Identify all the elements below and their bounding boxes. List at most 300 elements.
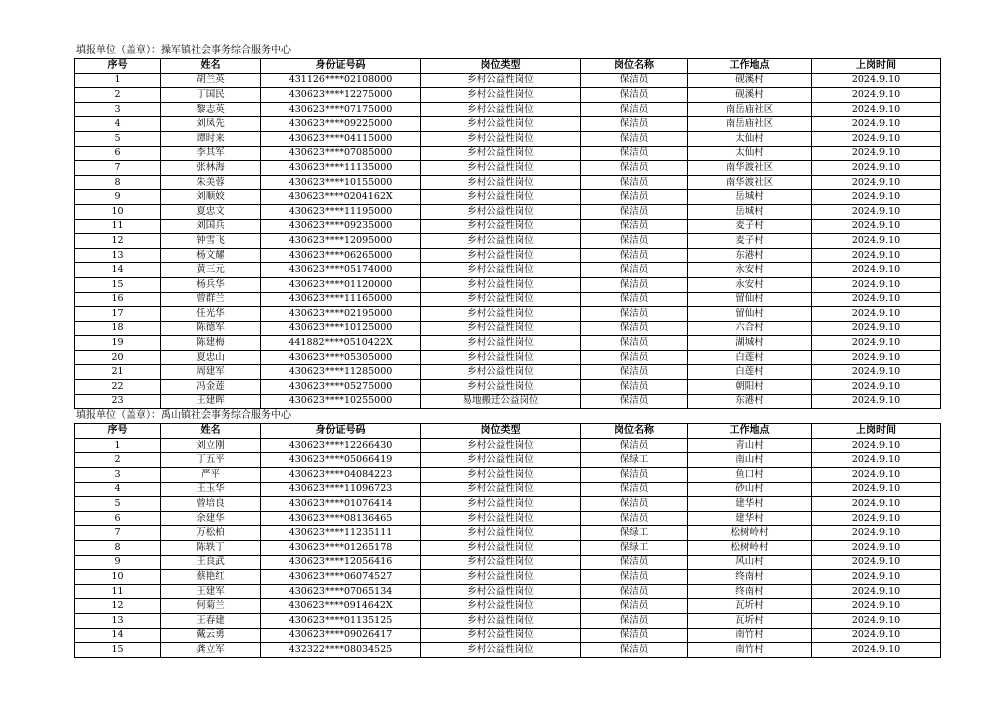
header-work-location: 工作地点 [688,424,812,439]
cell-name: 钟雪飞 [161,234,261,249]
cell-post-name: 保洁员 [581,102,688,117]
cell-post-name: 保洁员 [581,599,688,614]
cell-index: 9 [75,555,161,570]
cell-id-number: 430623****05275000 [261,380,421,395]
cell-work-location: 白莲村 [688,350,812,365]
cell-index: 16 [75,292,161,307]
cell-work-location: 砚溪村 [688,88,812,103]
cell-work-location: 建华村 [688,497,812,512]
cell-id-number: 430623****08136465 [261,511,421,526]
cell-post-name: 保绿工 [581,453,688,468]
table-row [75,497,941,512]
cell-name: 蔡艳红 [161,570,261,585]
cell-index: 17 [75,307,161,322]
cell-index: 12 [75,599,161,614]
cell-start-date: 2024.9.10 [812,438,941,453]
cell-post-type: 乡村公益性岗位 [421,204,581,219]
cell-start-date: 2024.9.10 [812,453,941,468]
header-work-location: 工作地点 [688,59,812,74]
cell-name: 杨文耀 [161,248,261,263]
cell-index: 4 [75,117,161,132]
header-post-name: 岗位名称 [581,424,688,439]
cell-post-name: 保洁员 [581,117,688,132]
cell-post-type: 乡村公益性岗位 [421,73,581,88]
cell-start-date: 2024.9.10 [812,248,941,263]
cell-start-date: 2024.9.10 [812,584,941,599]
table-row [75,613,941,628]
header-name: 姓名 [161,59,261,74]
table-row [75,248,941,263]
cell-index: 2 [75,88,161,103]
table-row [75,482,941,497]
table-row [75,73,941,88]
cell-post-name: 保洁员 [581,438,688,453]
cell-post-name: 保洁员 [581,336,688,351]
cell-work-location: 东港村 [688,248,812,263]
cell-name: 何菊兰 [161,599,261,614]
cell-work-location: 留仙村 [688,307,812,322]
cell-post-name: 保洁员 [581,482,688,497]
table-row [75,219,941,234]
cell-name: 丁国民 [161,88,261,103]
cell-id-number: 430623****12095000 [261,234,421,249]
table-row [75,204,941,219]
cell-start-date: 2024.9.10 [812,161,941,176]
cell-start-date: 2024.9.10 [812,599,941,614]
table-row [75,292,941,307]
cell-id-number: 430623****11195000 [261,204,421,219]
table-row [75,263,941,278]
cell-start-date: 2024.9.10 [812,175,941,190]
cell-post-type: 乡村公益性岗位 [421,365,581,380]
section-1-table [74,58,941,409]
cell-work-location: 岳城村 [688,204,812,219]
header-post-type: 岗位类型 [421,424,581,439]
section-2-unit-label: 填报单位（盖章）：禹山镇社会事务综合服务中心 [76,410,291,422]
cell-post-type: 乡村公益性岗位 [421,541,581,556]
cell-id-number: 430623****01120000 [261,277,421,292]
cell-index: 1 [75,73,161,88]
cell-work-location: 六合村 [688,321,812,336]
cell-work-location: 永安村 [688,277,812,292]
cell-name: 刘凤先 [161,117,261,132]
cell-start-date: 2024.9.10 [812,73,941,88]
cell-start-date: 2024.9.10 [812,613,941,628]
cell-name: 张林海 [161,161,261,176]
cell-id-number: 430623****11235111 [261,526,421,541]
cell-id-number: 431126****02108000 [261,73,421,88]
cell-name: 夏忠山 [161,350,261,365]
cell-post-name: 保洁员 [581,555,688,570]
table-row [75,190,941,205]
cell-work-location: 松树岭村 [688,541,812,556]
cell-id-number: 430623****11135000 [261,161,421,176]
cell-index: 2 [75,453,161,468]
cell-work-location: 终南村 [688,584,812,599]
cell-index: 21 [75,365,161,380]
cell-start-date: 2024.9.10 [812,234,941,249]
table-row [75,175,941,190]
header-post-name: 岗位名称 [581,59,688,74]
cell-index: 4 [75,482,161,497]
table-row [75,468,941,483]
cell-work-location: 风山村 [688,555,812,570]
cell-index: 11 [75,584,161,599]
cell-name: 黄三元 [161,263,261,278]
cell-id-number: 430623****10155000 [261,175,421,190]
cell-post-name: 保洁员 [581,497,688,512]
cell-index: 3 [75,102,161,117]
cell-index: 15 [75,643,161,658]
cell-work-location: 南山村 [688,453,812,468]
cell-post-type: 乡村公益性岗位 [421,526,581,541]
cell-name: 刘顺姣 [161,190,261,205]
cell-post-name: 保洁员 [581,307,688,322]
cell-post-type: 乡村公益性岗位 [421,584,581,599]
cell-start-date: 2024.9.10 [812,321,941,336]
cell-start-date: 2024.9.10 [812,336,941,351]
cell-post-name: 保洁员 [581,380,688,395]
cell-index: 12 [75,234,161,249]
cell-work-location: 南华渡社区 [688,161,812,176]
cell-work-location: 朝阳村 [688,380,812,395]
cell-index: 23 [75,394,161,409]
cell-index: 3 [75,468,161,483]
table-row [75,643,941,658]
cell-name: 陈德军 [161,321,261,336]
cell-index: 7 [75,161,161,176]
cell-work-location: 太仙村 [688,131,812,146]
cell-work-location: 砂山村 [688,482,812,497]
cell-name: 冯金莲 [161,380,261,395]
cell-start-date: 2024.9.10 [812,102,941,117]
cell-index: 10 [75,570,161,585]
cell-id-number: 430623****05305000 [261,350,421,365]
cell-post-name: 保洁员 [581,350,688,365]
table-row [75,350,941,365]
cell-post-type: 乡村公益性岗位 [421,628,581,643]
table-row [75,102,941,117]
cell-start-date: 2024.9.10 [812,570,941,585]
cell-name: 万松柏 [161,526,261,541]
cell-name: 刘国兵 [161,219,261,234]
cell-id-number: 430623****07085000 [261,146,421,161]
table-row [75,394,941,409]
cell-id-number: 430623****11165000 [261,292,421,307]
table-row [75,555,941,570]
cell-id-number: 430623****01135125 [261,613,421,628]
header-id-number: 身份证号码 [261,424,421,439]
cell-post-type: 乡村公益性岗位 [421,453,581,468]
cell-name: 曾群兰 [161,292,261,307]
cell-index: 14 [75,263,161,278]
cell-work-location: 湖城村 [688,336,812,351]
cell-id-number: 430623****11285000 [261,365,421,380]
table-row [75,541,941,556]
table-row [75,161,941,176]
cell-post-name: 保洁员 [581,219,688,234]
cell-post-name: 保洁员 [581,175,688,190]
table-row [75,234,941,249]
table-row [75,336,941,351]
cell-post-type: 乡村公益性岗位 [421,263,581,278]
cell-post-name: 保洁员 [581,468,688,483]
cell-post-type: 乡村公益性岗位 [421,248,581,263]
cell-start-date: 2024.9.10 [812,117,941,132]
table-row [75,599,941,614]
cell-post-type: 乡村公益性岗位 [421,482,581,497]
cell-post-name: 保洁员 [581,321,688,336]
header-post-type: 岗位类型 [421,59,581,74]
cell-work-location: 南岳庙社区 [688,117,812,132]
spreadsheet-sheet [74,44,940,658]
cell-post-type: 乡村公益性岗位 [421,643,581,658]
cell-post-type: 乡村公益性岗位 [421,146,581,161]
cell-post-type: 乡村公益性岗位 [421,555,581,570]
cell-post-name: 保洁员 [581,584,688,599]
table-row [75,117,941,132]
cell-post-name: 保洁员 [581,131,688,146]
cell-post-type: 乡村公益性岗位 [421,350,581,365]
cell-post-name: 保洁员 [581,292,688,307]
cell-post-type: 乡村公益性岗位 [421,511,581,526]
table-row [75,88,941,103]
cell-post-name: 保洁员 [581,277,688,292]
cell-work-location: 留仙村 [688,292,812,307]
cell-index: 5 [75,497,161,512]
cell-post-name: 保洁员 [581,204,688,219]
cell-post-name: 保洁员 [581,643,688,658]
cell-name: 胡兰英 [161,73,261,88]
cell-id-number: 430623****12056416 [261,555,421,570]
cell-name: 严平 [161,468,261,483]
cell-index: 20 [75,350,161,365]
cell-start-date: 2024.9.10 [812,526,941,541]
cell-index: 18 [75,321,161,336]
cell-start-date: 2024.9.10 [812,482,941,497]
section-2-table [74,423,941,658]
cell-work-location: 瓦圻村 [688,599,812,614]
cell-index: 8 [75,175,161,190]
cell-id-number: 441882****0510422X [261,336,421,351]
cell-index: 14 [75,628,161,643]
cell-work-location: 麦子村 [688,219,812,234]
cell-id-number: 430623****09026417 [261,628,421,643]
cell-post-type: 乡村公益性岗位 [421,161,581,176]
cell-id-number: 430623****10125000 [261,321,421,336]
cell-name: 王玉华 [161,482,261,497]
cell-start-date: 2024.9.10 [812,643,941,658]
cell-post-type: 乡村公益性岗位 [421,277,581,292]
cell-post-name: 保洁员 [581,161,688,176]
cell-post-name: 保绿工 [581,541,688,556]
cell-post-type: 乡村公益性岗位 [421,380,581,395]
cell-name: 陈建梅 [161,336,261,351]
cell-post-type: 乡村公益性岗位 [421,131,581,146]
table-row [75,570,941,585]
cell-work-location: 东港村 [688,394,812,409]
cell-post-type: 乡村公益性岗位 [421,613,581,628]
section-1-body [75,73,941,409]
cell-work-location: 南竹村 [688,643,812,658]
cell-id-number: 430623****02195000 [261,307,421,322]
cell-post-name: 保洁员 [581,146,688,161]
cell-post-type: 乡村公益性岗位 [421,468,581,483]
cell-work-location: 南岳庙社区 [688,102,812,117]
table-row [75,321,941,336]
cell-name: 陈轶丁 [161,541,261,556]
cell-index: 8 [75,541,161,556]
cell-post-type: 乡村公益性岗位 [421,321,581,336]
section-1-unit-label: 填报单位（盖章）：操军镇社会事务综合服务中心 [76,45,291,56]
cell-name: 任光华 [161,307,261,322]
cell-post-name: 保绿工 [581,526,688,541]
cell-post-type: 易地搬迁公益岗位 [421,394,581,409]
cell-index: 13 [75,248,161,263]
header-row [75,59,941,74]
cell-index: 13 [75,613,161,628]
cell-index: 10 [75,204,161,219]
cell-work-location: 瓦圻村 [688,613,812,628]
cell-name: 李其军 [161,146,261,161]
table-row [75,307,941,322]
cell-name: 刘立刚 [161,438,261,453]
cell-id-number: 430623****07065134 [261,584,421,599]
cell-start-date: 2024.9.10 [812,204,941,219]
cell-post-type: 乡村公益性岗位 [421,497,581,512]
table-row [75,365,941,380]
table-row [75,526,941,541]
cell-id-number: 430623****06265000 [261,248,421,263]
header-index: 序号 [75,424,161,439]
cell-name: 黎志英 [161,102,261,117]
cell-name: 王良武 [161,555,261,570]
table-row [75,628,941,643]
cell-work-location: 岳城村 [688,190,812,205]
cell-post-type: 乡村公益性岗位 [421,190,581,205]
cell-id-number: 430623****05066419 [261,453,421,468]
cell-start-date: 2024.9.10 [812,350,941,365]
cell-name: 王建军 [161,584,261,599]
cell-work-location: 青山村 [688,438,812,453]
cell-post-type: 乡村公益性岗位 [421,234,581,249]
header-index: 序号 [75,59,161,74]
cell-id-number: 430623****12275000 [261,88,421,103]
table-row [75,380,941,395]
cell-start-date: 2024.9.10 [812,131,941,146]
cell-index: 7 [75,526,161,541]
cell-name: 王春建 [161,613,261,628]
cell-post-name: 保洁员 [581,263,688,278]
cell-id-number: 432322****08034525 [261,643,421,658]
cell-work-location: 太仙村 [688,146,812,161]
cell-post-type: 乡村公益性岗位 [421,438,581,453]
cell-name: 丁五平 [161,453,261,468]
cell-index: 1 [75,438,161,453]
cell-work-location: 南竹村 [688,628,812,643]
cell-id-number: 430623****10255000 [261,394,421,409]
cell-start-date: 2024.9.10 [812,307,941,322]
cell-post-name: 保洁员 [581,628,688,643]
cell-start-date: 2024.9.10 [812,292,941,307]
header-id-number: 身份证号码 [261,59,421,74]
cell-post-name: 保洁员 [581,365,688,380]
cell-post-name: 保洁员 [581,511,688,526]
cell-name: 谭时来 [161,131,261,146]
cell-start-date: 2024.9.10 [812,263,941,278]
cell-id-number: 430623****01076414 [261,497,421,512]
header-row [75,424,941,439]
cell-post-name: 保洁员 [581,570,688,585]
cell-name: 曾培良 [161,497,261,512]
cell-start-date: 2024.9.10 [812,88,941,103]
cell-name: 王建晖 [161,394,261,409]
cell-start-date: 2024.9.10 [812,497,941,512]
cell-index: 6 [75,146,161,161]
cell-work-location: 终南村 [688,570,812,585]
cell-start-date: 2024.9.10 [812,146,941,161]
cell-id-number: 430623****07175000 [261,102,421,117]
cell-start-date: 2024.9.10 [812,394,941,409]
table-row [75,131,941,146]
cell-work-location: 建华村 [688,511,812,526]
table-row [75,453,941,468]
cell-post-type: 乡村公益性岗位 [421,175,581,190]
cell-post-type: 乡村公益性岗位 [421,102,581,117]
cell-work-location: 松树岭村 [688,526,812,541]
cell-start-date: 2024.9.10 [812,219,941,234]
cell-work-location: 鱼口村 [688,468,812,483]
cell-post-type: 乡村公益性岗位 [421,307,581,322]
cell-post-name: 保洁员 [581,88,688,103]
cell-id-number: 430623****04084223 [261,468,421,483]
cell-start-date: 2024.9.10 [812,628,941,643]
cell-post-type: 乡村公益性岗位 [421,336,581,351]
cell-work-location: 白莲村 [688,365,812,380]
header-start-date: 上岗时间 [812,424,941,439]
cell-work-location: 麦子村 [688,234,812,249]
cell-name: 余建华 [161,511,261,526]
cell-name: 戴云勇 [161,628,261,643]
cell-index: 9 [75,190,161,205]
cell-index: 19 [75,336,161,351]
cell-name: 周建军 [161,365,261,380]
cell-post-name: 保洁员 [581,73,688,88]
cell-id-number: 430623****0204162X [261,190,421,205]
header-name: 姓名 [161,424,261,439]
cell-start-date: 2024.9.10 [812,555,941,570]
cell-start-date: 2024.9.10 [812,380,941,395]
cell-id-number: 430623****11096723 [261,482,421,497]
cell-id-number: 430623****05174000 [261,263,421,278]
cell-index: 15 [75,277,161,292]
cell-id-number: 430623****09235000 [261,219,421,234]
cell-post-type: 乡村公益性岗位 [421,219,581,234]
cell-id-number: 430623****09225000 [261,117,421,132]
cell-work-location: 南华渡社区 [688,175,812,190]
cell-post-type: 乡村公益性岗位 [421,570,581,585]
cell-name: 夏忠文 [161,204,261,219]
cell-index: 22 [75,380,161,395]
cell-work-location: 砚溪村 [688,73,812,88]
cell-post-name: 保洁员 [581,190,688,205]
cell-id-number: 430623****04115000 [261,131,421,146]
table-row [75,438,941,453]
cell-post-type: 乡村公益性岗位 [421,292,581,307]
table-row [75,584,941,599]
cell-post-type: 乡村公益性岗位 [421,88,581,103]
cell-start-date: 2024.9.10 [812,365,941,380]
